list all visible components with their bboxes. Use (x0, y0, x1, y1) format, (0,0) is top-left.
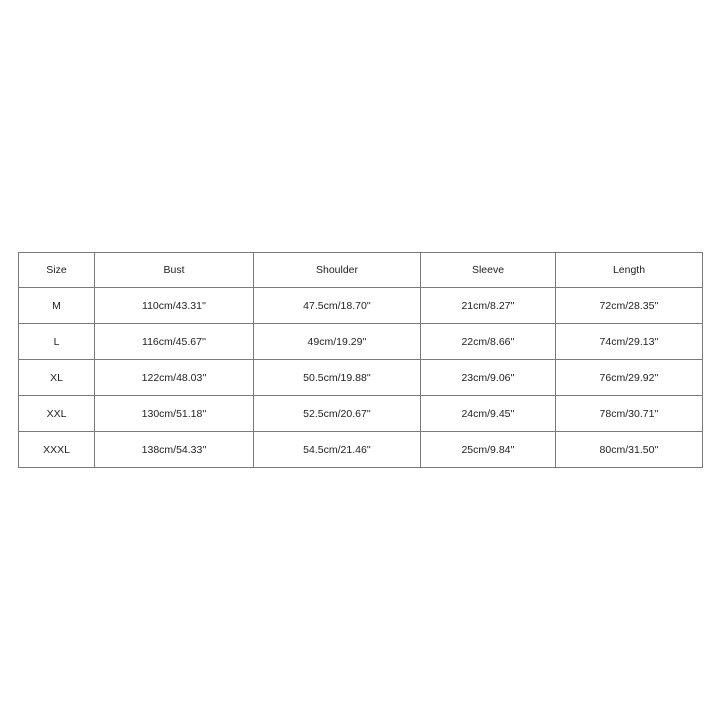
header-bust: Bust (95, 253, 254, 288)
length-cell: 76cm/29.92'' (556, 360, 703, 396)
bust-cell: 130cm/51.18'' (95, 396, 254, 432)
header-length: Length (556, 253, 703, 288)
length-cell: 74cm/29.13'' (556, 324, 703, 360)
size-cell: M (19, 288, 95, 324)
sleeve-cell: 25cm/9.84'' (421, 432, 556, 468)
shoulder-cell: 52.5cm/20.67'' (254, 396, 421, 432)
size-cell: XXL (19, 396, 95, 432)
bust-cell: 116cm/45.67'' (95, 324, 254, 360)
sleeve-cell: 21cm/8.27'' (421, 288, 556, 324)
size-cell: XL (19, 360, 95, 396)
sleeve-cell: 23cm/9.06'' (421, 360, 556, 396)
header-shoulder: Shoulder (254, 253, 421, 288)
table-row (19, 324, 703, 360)
table-row (19, 432, 703, 468)
shoulder-cell: 47.5cm/18.70'' (254, 288, 421, 324)
table-row (19, 360, 703, 396)
shoulder-cell: 54.5cm/21.46'' (254, 432, 421, 468)
shoulder-cell: 50.5cm/19.88'' (254, 360, 421, 396)
bust-cell: 138cm/54.33'' (95, 432, 254, 468)
sleeve-cell: 22cm/8.66'' (421, 324, 556, 360)
size-cell: XXXL (19, 432, 95, 468)
size-chart-table (18, 252, 703, 468)
header-size: Size (19, 253, 95, 288)
size-cell: L (19, 324, 95, 360)
bust-cell: 122cm/48.03'' (95, 360, 254, 396)
header-sleeve: Sleeve (421, 253, 556, 288)
sleeve-cell: 24cm/9.45'' (421, 396, 556, 432)
length-cell: 72cm/28.35'' (556, 288, 703, 324)
shoulder-cell: 49cm/19.29'' (254, 324, 421, 360)
table-row (19, 288, 703, 324)
bust-cell: 110cm/43.31'' (95, 288, 254, 324)
table-row (19, 396, 703, 432)
length-cell: 80cm/31.50'' (556, 432, 703, 468)
length-cell: 78cm/30.71'' (556, 396, 703, 432)
header-row (19, 253, 703, 288)
